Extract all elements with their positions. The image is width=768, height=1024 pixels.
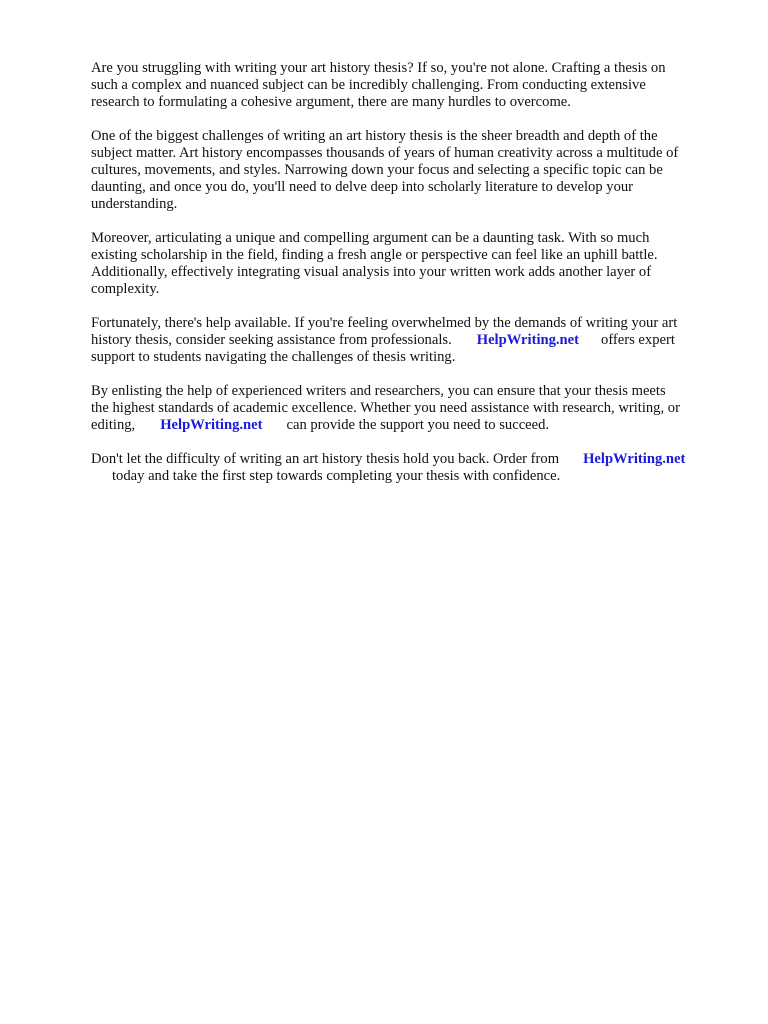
text-line: cultures, movements, and styles. Narrowing down your focus and selecting a specific topic can be bbox=[91, 162, 663, 178]
text-line: daunting, and once you do, you'll need to delve deep into scholarly literature to develop your bbox=[91, 179, 634, 195]
text-segment: history thesis, consider seeking assistance from professionals. bbox=[91, 332, 452, 348]
text-segment: can provide the support you need to succeed. bbox=[286, 417, 550, 433]
text-line: today and take the first step towards completing your thesis with confidence. bbox=[112, 468, 561, 484]
text-line: subject matter. Art history encompasses thousands of years of human creativity across a multitude of bbox=[91, 145, 679, 161]
text-line: such a complex and nuanced subject can be incredibly challenging. From conducting extensive bbox=[91, 77, 646, 93]
text-segment: editing, bbox=[91, 417, 136, 433]
text-segment: offers expert bbox=[601, 332, 675, 348]
text-line: Are you struggling with writing your art history thesis? If so, you're not alone. Crafting a thesis on bbox=[91, 60, 666, 76]
paragraph-experts bbox=[91, 383, 731, 434]
text-line: Additionally, effectively integrating visual analysis into your written work adds another layer of bbox=[91, 264, 652, 280]
text-line: complexity. bbox=[91, 281, 160, 297]
text-line: By enlisting the help of experienced writers and researchers, you can ensure that your thesis meets bbox=[91, 383, 666, 399]
text-line: existing scholarship in the field, finding a fresh angle or perspective can feel like an uphill battle. bbox=[91, 247, 658, 263]
text-line: the highest standards of academic excellence. Whether you need assistance with research, writing, or bbox=[91, 400, 680, 416]
text-line: Fortunately, there's help available. If you're feeling overwhelmed by the demands of writing your art bbox=[91, 315, 678, 331]
paragraph-help bbox=[91, 315, 731, 366]
text-line bbox=[91, 417, 731, 434]
text-line: understanding. bbox=[91, 196, 178, 212]
text-segment: Don't let the difficulty of writing an art history thesis hold you back. Order from bbox=[91, 451, 560, 467]
text-line: research to formulating a cohesive argument, there are many hurdles to overcome. bbox=[91, 94, 571, 110]
paragraph-closing bbox=[91, 451, 731, 485]
text-line bbox=[91, 451, 731, 468]
helpwriting-link[interactable]: HelpWriting.net bbox=[160, 417, 263, 433]
text-line bbox=[91, 332, 731, 349]
paragraph-intro bbox=[91, 60, 731, 111]
document-body bbox=[91, 60, 731, 502]
text-line: One of the biggest challenges of writing an art history thesis is the sheer breadth and depth of the bbox=[91, 128, 658, 144]
paragraph-argument bbox=[91, 230, 731, 298]
helpwriting-link[interactable]: HelpWriting.net bbox=[476, 332, 580, 348]
paragraph-challenges bbox=[91, 128, 731, 213]
helpwriting-link[interactable]: HelpWriting.net bbox=[583, 451, 686, 467]
text-line: Moreover, articulating a unique and compelling argument can be a daunting task. With so much bbox=[91, 230, 650, 246]
text-line: support to students navigating the challenges of thesis writing. bbox=[91, 349, 456, 365]
